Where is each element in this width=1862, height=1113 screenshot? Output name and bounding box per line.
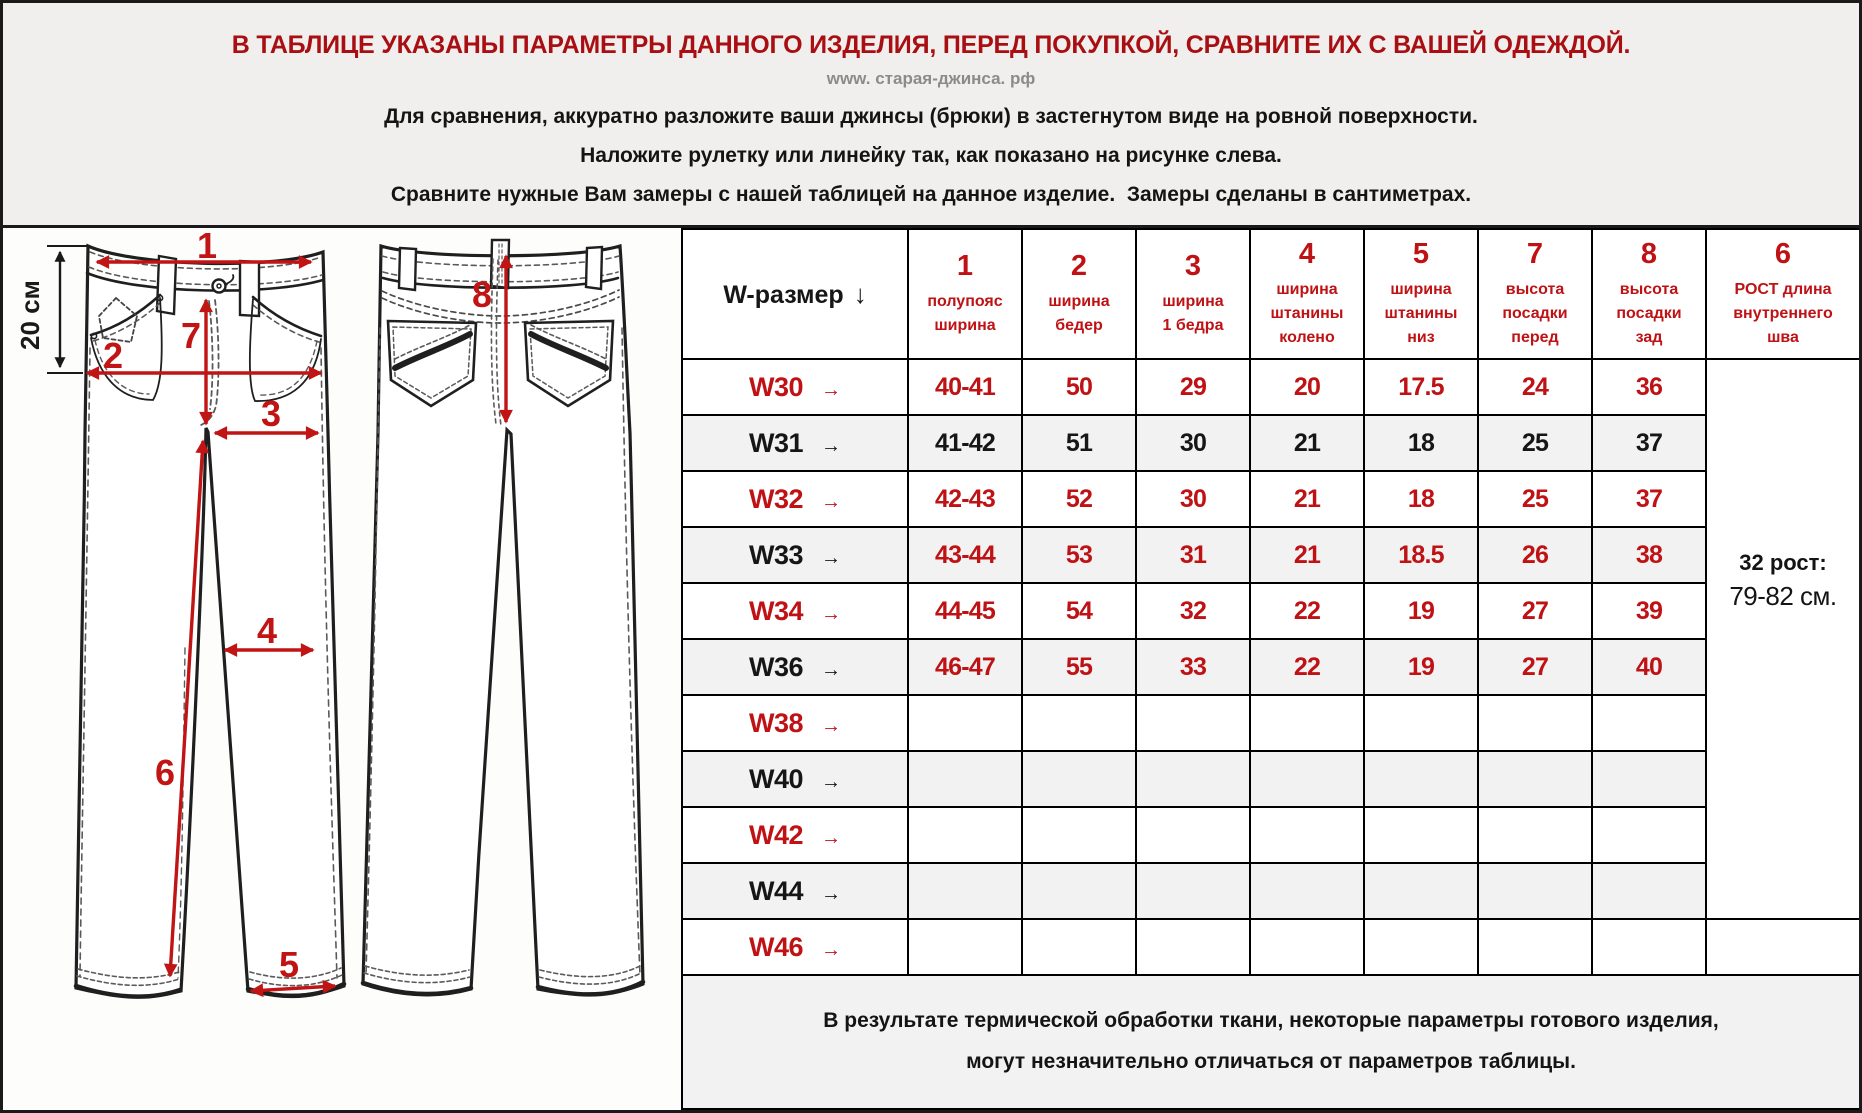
back-view-drawing: [363, 240, 643, 995]
value-cell: [1136, 751, 1250, 807]
value-cell: [1478, 919, 1592, 975]
value-cell: 21: [1250, 415, 1364, 471]
value-cell: [1022, 807, 1136, 863]
value-cell: 26: [1478, 527, 1592, 583]
table-row-w42: [682, 807, 1860, 863]
label-2: 2: [102, 335, 124, 376]
table-row-w31: [682, 415, 1860, 471]
value-cell: 40-41: [908, 359, 1022, 415]
size-cell: W33 →: [682, 527, 908, 583]
value-cell: 53: [1022, 527, 1136, 583]
size-table: [681, 228, 1861, 1110]
value-cell: 29: [1136, 359, 1250, 415]
note-line-1: В результате термической обработки ткани, некоторые параметры готового изделия,: [823, 1009, 1719, 1033]
value-cell: [1592, 863, 1706, 919]
value-cell: 52: [1022, 471, 1136, 527]
table-row-w33: [682, 527, 1860, 583]
right-arrow-icon: →: [821, 882, 842, 905]
value-cell: [1364, 919, 1478, 975]
size-table-panel: [681, 228, 1861, 1110]
size-cell: W38 →: [682, 695, 908, 751]
page-title: В ТАБЛИЦЕ УКАЗАНЫ ПАРАМЕТРЫ ДАННОГО ИЗДЕЛИЯ, ПЕРЕД ПОКУПКОЙ, СРАВНИТЕ ИХ С ВАШЕЙ ОДЕЖДОЙ.: [231, 31, 1631, 59]
value-cell: 54: [1022, 583, 1136, 639]
value-cell: 27: [1478, 639, 1592, 695]
rost-empty-cell: [1706, 919, 1860, 975]
value-cell: 21: [1250, 527, 1364, 583]
table-row-w34: [682, 583, 1860, 639]
value-cell: 31: [1136, 527, 1250, 583]
down-arrow-icon: ↓: [853, 278, 867, 309]
value-cell: [1592, 695, 1706, 751]
value-cell: [1592, 751, 1706, 807]
label-5: 5: [278, 944, 300, 985]
size-cell: W31 →: [682, 415, 908, 471]
right-arrow-icon: →: [821, 546, 842, 569]
value-cell: 30: [1136, 415, 1250, 471]
value-cell: 46-47: [908, 639, 1022, 695]
column-header-6-rost: 6 РОСТ длина внутреннего шва: [1706, 229, 1860, 359]
value-cell: [1022, 751, 1136, 807]
table-row-w32: [682, 471, 1860, 527]
value-cell: [908, 919, 1022, 975]
value-cell: [1250, 695, 1364, 751]
right-arrow-icon: →: [821, 826, 842, 849]
right-arrow-icon: →: [821, 770, 842, 793]
note-cell: [682, 975, 1860, 1109]
value-cell: [1478, 863, 1592, 919]
value-cell: 25: [1478, 415, 1592, 471]
rost-merged-cell: [1706, 359, 1860, 919]
value-cell: 18.5: [1364, 527, 1478, 583]
right-arrow-icon: →: [821, 658, 842, 681]
value-cell: 18: [1364, 415, 1478, 471]
value-cell: 19: [1364, 639, 1478, 695]
column-header-4: 4 ширина штанины колено: [1250, 229, 1364, 359]
value-cell: 22: [1250, 639, 1364, 695]
value-cell: [1478, 695, 1592, 751]
jeans-diagram: [3, 228, 681, 1110]
right-arrow-icon: →: [821, 378, 842, 401]
value-cell: 42-43: [908, 471, 1022, 527]
value-cell: 19: [1364, 583, 1478, 639]
value-cell: 37: [1592, 471, 1706, 527]
value-cell: 37: [1592, 415, 1706, 471]
right-arrow-icon: →: [821, 602, 842, 625]
table-header-row: [682, 229, 1860, 359]
value-cell: 44-45: [908, 583, 1022, 639]
size-cell: W46 →: [682, 919, 908, 975]
instruction-line-1: Для сравнения, аккуратно разложите ваши джинсы (брюки) в застегнутом виде на ровной поверхности.: [384, 105, 1478, 128]
value-cell: 32: [1136, 583, 1250, 639]
table-row-w38: [682, 695, 1860, 751]
table-row-w46: [682, 919, 1860, 975]
column-header-8: 8 высота посадки зад: [1592, 229, 1706, 359]
value-cell: 20: [1250, 359, 1364, 415]
value-cell: [1250, 863, 1364, 919]
value-cell: 18: [1364, 471, 1478, 527]
table-row-w36: [682, 639, 1860, 695]
table-row-w44: [682, 863, 1860, 919]
waist-offset-dimension: [15, 246, 87, 373]
value-cell: [1022, 863, 1136, 919]
value-cell: [1364, 807, 1478, 863]
value-cell: [1592, 807, 1706, 863]
value-cell: [1364, 695, 1478, 751]
size-cell: W44 →: [682, 863, 908, 919]
value-cell: 43-44: [908, 527, 1022, 583]
value-cell: [1250, 807, 1364, 863]
value-cell: 24: [1478, 359, 1592, 415]
table-row-w40: [682, 751, 1860, 807]
value-cell: [908, 695, 1022, 751]
instructions-block: [3, 3, 1859, 228]
value-cell: [1364, 751, 1478, 807]
value-cell: 33: [1136, 639, 1250, 695]
value-cell: 30: [1136, 471, 1250, 527]
column-header-3: 3 ширина 1 бедра: [1136, 229, 1250, 359]
column-header-7: 7 высота посадки перед: [1478, 229, 1592, 359]
value-cell: 25: [1478, 471, 1592, 527]
note-line-2: могут незначительно отличаться от параметров таблицы.: [966, 1050, 1576, 1073]
value-cell: 17.5: [1364, 359, 1478, 415]
content-area: [3, 228, 1859, 1110]
value-cell: 21: [1250, 471, 1364, 527]
value-cell: 40: [1592, 639, 1706, 695]
right-arrow-icon: →: [821, 434, 842, 457]
instruction-line-3: Сравните нужные Вам замеры с нашей таблицей на данное изделие. Замеры сделаны в сантиметрах.: [390, 183, 1472, 206]
value-cell: [1022, 919, 1136, 975]
value-cell: [1250, 751, 1364, 807]
value-cell: 50: [1022, 359, 1136, 415]
value-cell: [1478, 807, 1592, 863]
label-3: 3: [260, 393, 282, 434]
size-cell: W40 →: [682, 751, 908, 807]
size-cell: W32 →: [682, 471, 908, 527]
label-6: 6: [154, 752, 175, 793]
label-8: 8: [471, 274, 492, 315]
size-column-header: [682, 229, 908, 359]
value-cell: [1364, 863, 1478, 919]
instruction-line-2: Наложите рулетку или линейку так, как показано на рисунке слева.: [580, 144, 1282, 167]
right-arrow-icon: →: [821, 938, 842, 961]
column-header-5: 5 ширина штанины низ: [1364, 229, 1478, 359]
size-header-label: W-размер: [723, 280, 844, 309]
size-cell: W30 →: [682, 359, 908, 415]
rost-line-2: 79-82 см.: [1729, 581, 1837, 611]
site-url: www. старая-джинса. рф: [826, 69, 1036, 88]
label-4: 4: [256, 610, 278, 651]
value-cell: [908, 863, 1022, 919]
value-cell: 38: [1592, 527, 1706, 583]
value-cell: [1136, 695, 1250, 751]
value-cell: 22: [1250, 583, 1364, 639]
value-cell: 51: [1022, 415, 1136, 471]
column-header-1: 1 полупояс ширина: [908, 229, 1022, 359]
label-1: 1: [196, 228, 218, 266]
value-cell: 41-42: [908, 415, 1022, 471]
value-cell: [1592, 919, 1706, 975]
value-cell: 27: [1478, 583, 1592, 639]
size-cell: W36 →: [682, 639, 908, 695]
value-cell: [1478, 751, 1592, 807]
right-arrow-icon: →: [821, 714, 842, 737]
size-cell: W34 →: [682, 583, 908, 639]
value-cell: [1136, 919, 1250, 975]
size-cell: W42 →: [682, 807, 908, 863]
value-cell: [908, 807, 1022, 863]
waist-offset-label: 20 см: [15, 280, 45, 350]
label-7: 7: [180, 315, 201, 356]
column-header-2: 2 ширина бедер: [1022, 229, 1136, 359]
value-cell: [1022, 695, 1136, 751]
right-arrow-icon: →: [821, 490, 842, 513]
table-row-w30: [682, 359, 1860, 415]
value-cell: 36: [1592, 359, 1706, 415]
table-note-row: [682, 975, 1860, 1109]
jeans-diagram-panel: [3, 228, 681, 1110]
value-cell: 55: [1022, 639, 1136, 695]
value-cell: [1250, 919, 1364, 975]
value-cell: [908, 751, 1022, 807]
value-cell: 39: [1592, 583, 1706, 639]
value-cell: [1136, 863, 1250, 919]
rost-line-1: 32 рост:: [1739, 550, 1827, 575]
value-cell: [1136, 807, 1250, 863]
